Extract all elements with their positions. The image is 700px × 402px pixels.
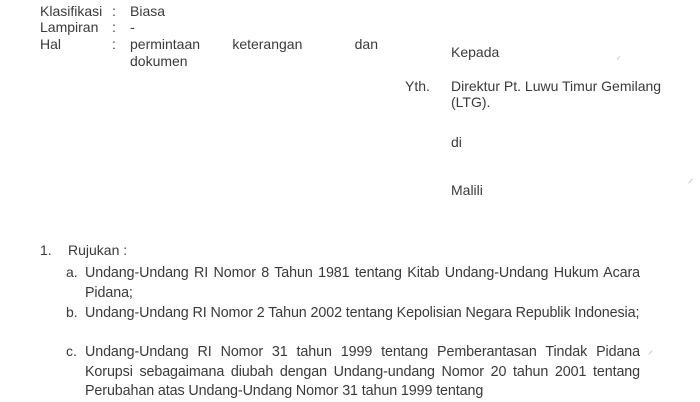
recipient-line1: Direktur Pt. Luwu Timur Gemilang bbox=[451, 78, 662, 94]
section-number: 1. bbox=[40, 242, 52, 258]
kepada-label: Kepada bbox=[451, 44, 500, 60]
reference-item-text: Undang-Undang RI Nomor 2 Tahun 2002 tentang Kepolisian Negara Republik Indonesia; bbox=[85, 305, 640, 321]
section-title: Rujukan : bbox=[68, 242, 128, 258]
lampiran-value: - bbox=[130, 19, 135, 35]
lampiran-label: Lampiran bbox=[40, 19, 99, 35]
klasifikasi-value: Biasa bbox=[130, 3, 166, 19]
hal-word: dan bbox=[354, 36, 378, 52]
klasifikasi-colon: : bbox=[112, 3, 116, 19]
hal-value bbox=[130, 36, 378, 70]
reference-item-letter: c. bbox=[66, 343, 77, 359]
lampiran-colon: : bbox=[112, 19, 116, 35]
reference-item bbox=[66, 343, 640, 402]
yth-label: Yth. bbox=[405, 78, 430, 94]
di-label: di bbox=[451, 134, 462, 150]
reference-item-letter: b. bbox=[66, 304, 78, 320]
hal-word: permintaan bbox=[130, 36, 201, 52]
recipient-line2: (LTG). bbox=[451, 94, 491, 110]
reference-item-letter: a. bbox=[66, 264, 78, 280]
hal-label: Hal bbox=[40, 36, 62, 52]
reference-item bbox=[66, 264, 640, 303]
reference-item-text: Undang-Undang RI Nomor 31 tahun 1999 tentang Pemberantasan Tindak Pidana Korupsi sebagaimana diubah dengan Undang-undang Nomor 20 tahun 2001 tentang Perubahan atas Undang-Undang Nomor 31 tahun 1999 tentang bbox=[85, 344, 640, 399]
place-name: Malili bbox=[451, 182, 483, 198]
klasifikasi-label: Klasifikasi bbox=[40, 3, 103, 19]
reference-item-text: Undang-Undang RI Nomor 8 Tahun 1981 tentang Kitab Undang-Undang Hukum Acara Pidana; bbox=[85, 265, 640, 301]
scan-speck bbox=[649, 350, 653, 354]
hal-colon: : bbox=[112, 36, 116, 52]
hal-value-line2: dokumen bbox=[130, 53, 188, 69]
hal-word: keterangan bbox=[232, 36, 303, 52]
reference-item bbox=[66, 304, 640, 324]
scan-speck bbox=[688, 178, 693, 183]
hal-value-line1 bbox=[130, 36, 378, 53]
scan-speck bbox=[617, 56, 620, 60]
